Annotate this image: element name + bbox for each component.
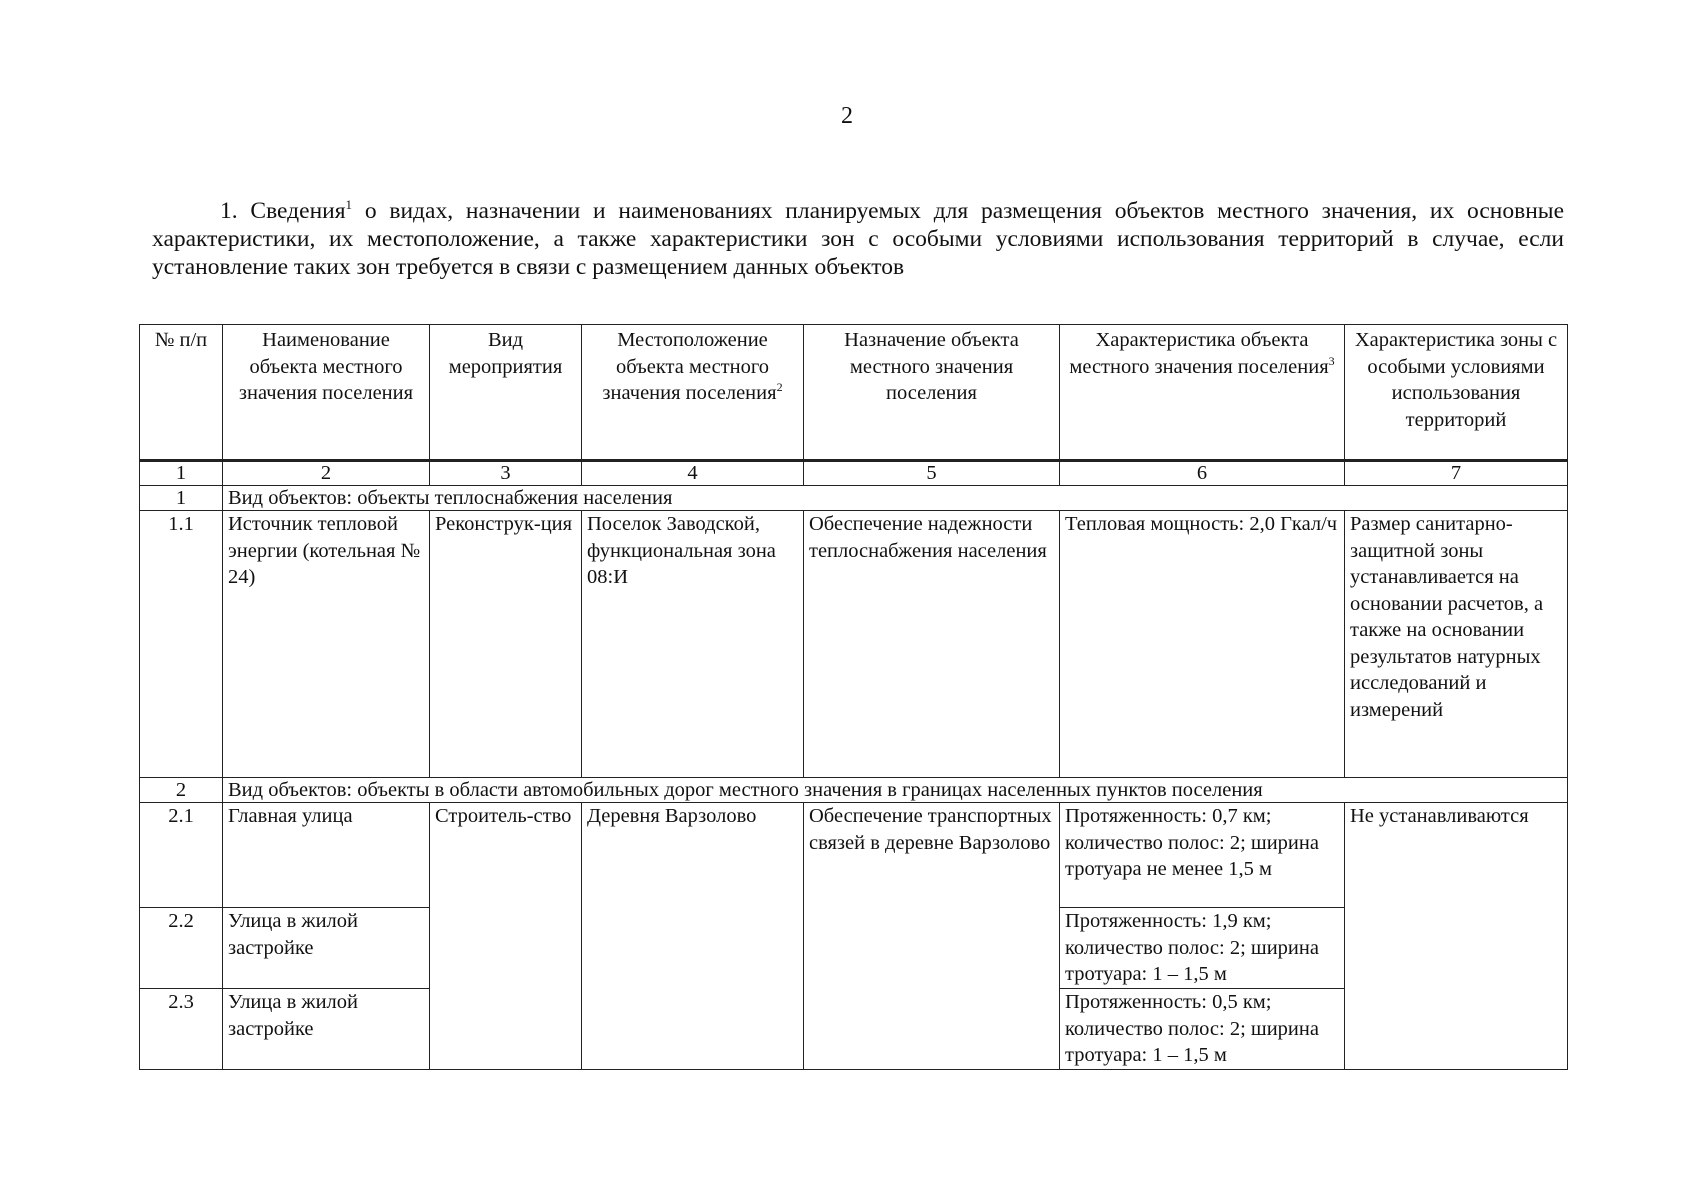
row-number: 2.2 bbox=[140, 908, 223, 989]
page-number: 2 bbox=[841, 103, 853, 129]
header-cell: Назначение объекта местного значения поселения bbox=[804, 325, 1060, 461]
object-name: Главная улица bbox=[223, 803, 430, 908]
intro-lead: 1. Сведения bbox=[220, 198, 346, 224]
header-cell: Вид мероприятия bbox=[430, 325, 582, 461]
object-characteristic: Протяженность: 0,5 км; количество полос: 2; ширина тротуара: 1 – 1,5 м bbox=[1060, 989, 1345, 1070]
row-number: 2.3 bbox=[140, 989, 223, 1070]
column-number-row bbox=[140, 461, 1568, 486]
zone-characteristic: Размер санитарно-защитной зоны устанавливается на основании расчетов, а также на основании результатов натурных исследований и измерений bbox=[1345, 511, 1568, 778]
header-cell: Характеристика зоны с особыми условиями использования территорий bbox=[1345, 325, 1568, 461]
table-row bbox=[140, 803, 1568, 908]
header-cell: Местоположение объекта местного значения поселения$^2$ bbox=[582, 325, 804, 461]
objects-table bbox=[139, 324, 1568, 1070]
action-type: Строитель-ство bbox=[430, 803, 582, 1070]
object-location: Деревня Варзолово bbox=[582, 803, 804, 1070]
row-number: 2.1 bbox=[140, 803, 223, 908]
action-type: Реконструк-ция bbox=[430, 511, 582, 778]
object-name: Улица в жилой застройке bbox=[223, 989, 430, 1070]
column-number: 7 bbox=[1345, 461, 1568, 486]
object-location: Поселок Заводской, функциональная зона 08:И bbox=[582, 511, 804, 778]
group-row bbox=[140, 486, 1568, 511]
group-title: Вид объектов: объекты теплоснабжения населения bbox=[223, 486, 1568, 511]
intro-paragraph bbox=[152, 197, 1564, 281]
object-name: Источник тепловой энергии (котельная № 24) bbox=[223, 511, 430, 778]
header-cell: Наименование объекта местного значения поселения bbox=[223, 325, 430, 461]
column-number: 1 bbox=[140, 461, 223, 486]
header-cell: № п/п bbox=[140, 325, 223, 461]
intro-footnote-mark: 1 bbox=[345, 197, 353, 213]
footnote-mark: 2 bbox=[776, 380, 783, 395]
column-number: 2 bbox=[223, 461, 430, 486]
object-purpose: Обеспечение надежности теплоснабжения населения bbox=[804, 511, 1060, 778]
object-characteristic: Протяженность: 1,9 км; количество полос: 2; ширина тротуара: 1 – 1,5 м bbox=[1060, 908, 1345, 989]
group-title: Вид объектов: объекты в области автомобильных дорог местного значения в границах населенных пунктов поселения bbox=[223, 778, 1568, 803]
column-number: 6 bbox=[1060, 461, 1345, 486]
object-characteristic: Тепловая мощность: 2,0 Гкал/ч bbox=[1060, 511, 1345, 778]
table-row bbox=[140, 511, 1568, 778]
header-cell: Характеристика объекта местного значения поселения$^3$ bbox=[1060, 325, 1345, 461]
group-number: 2 bbox=[140, 778, 223, 803]
zone-characteristic: Не устанавливаются bbox=[1345, 803, 1568, 1070]
object-name: Улица в жилой застройке bbox=[223, 908, 430, 989]
row-number: 1.1 bbox=[140, 511, 223, 778]
intro-text: о видах, назначении и наименованиях планируемых для размещения объектов местного значения, их основные характеристики, их местоположение, а также характеристики зон с особыми условиями использования территорий в случае, если установление таких зон требуется в связи с размещением данных объектов bbox=[152, 198, 1564, 280]
object-purpose: Обеспечение транспортных связей в деревне Варзолово bbox=[804, 803, 1060, 1070]
column-number: 5 bbox=[804, 461, 1060, 486]
column-number: 3 bbox=[430, 461, 582, 486]
group-number: 1 bbox=[140, 486, 223, 511]
footnote-mark: 3 bbox=[1328, 353, 1335, 368]
object-characteristic: Протяженность: 0,7 км; количество полос: 2; ширина тротуара не менее 1,5 м bbox=[1060, 803, 1345, 908]
column-number: 4 bbox=[582, 461, 804, 486]
table-header-row bbox=[140, 325, 1568, 461]
group-row bbox=[140, 778, 1568, 803]
